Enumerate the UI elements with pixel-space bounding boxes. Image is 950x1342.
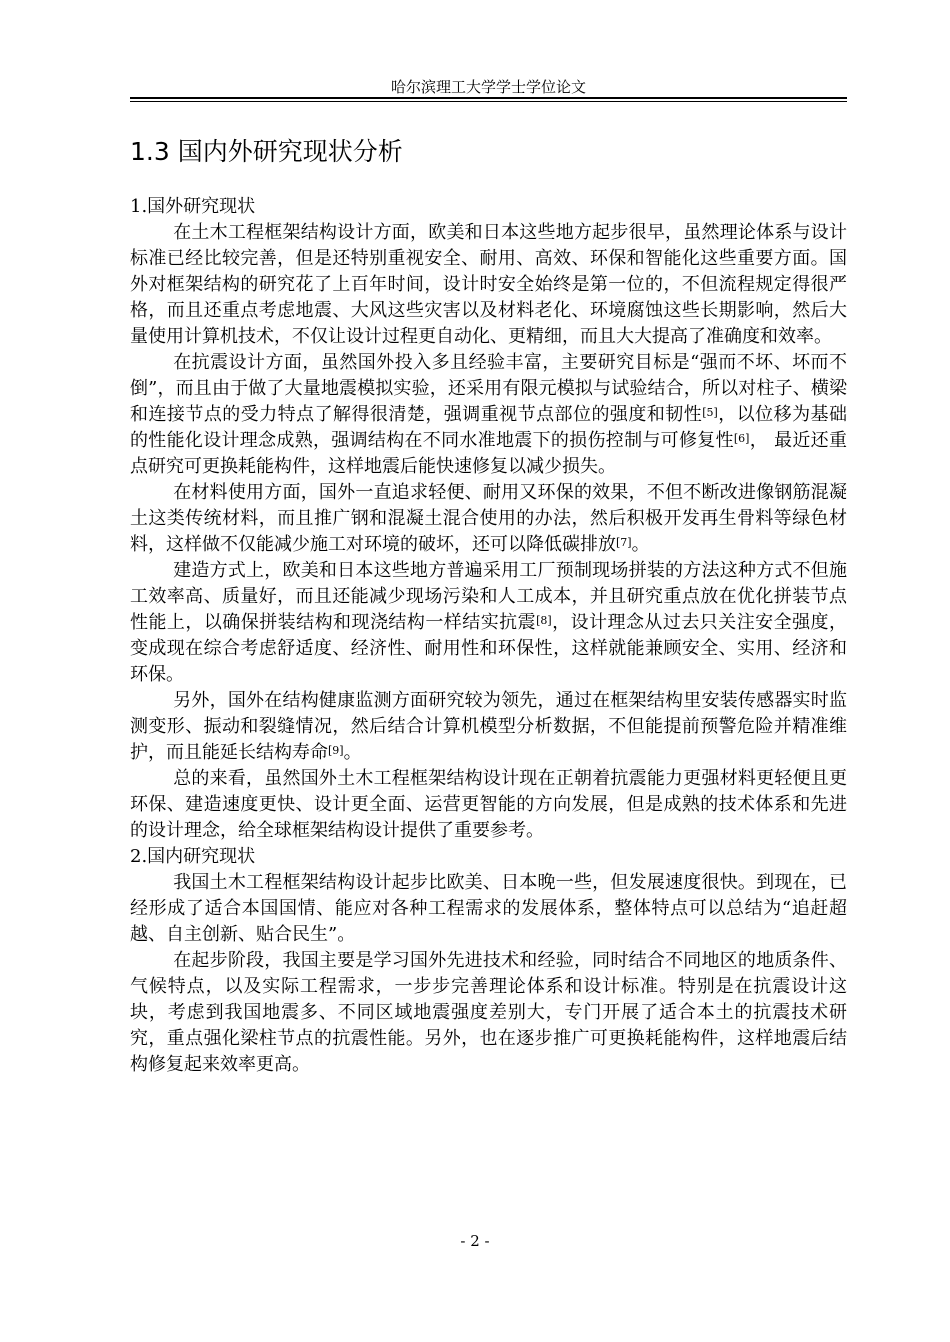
citation-6: [6] (733, 432, 750, 445)
document-body (130, 194, 847, 1078)
paragraph-5 (130, 688, 847, 766)
paragraph-4-text-a: 建造方式上，欧美和日本这些地方普遍采用工厂预制现场拼装的方法这种方式不但施工效率高、质量好，而且还能减少现场污染和人工成本，并且研究重点放在优化拼装节点性能上，以确保拼装结构和现浇结构一样结实抗震 (130, 560, 847, 633)
citation-8: [8] (536, 614, 552, 627)
citation-5: [5] (702, 406, 718, 419)
subheading-foreign: 1.国外研究现状 (130, 196, 256, 217)
paragraph-4-text-b: ，设计理念从过去只关注安全强度，变成现在综合考虑舒适度、经济性、耐用性和环保性，这样就能兼顾安全、实用、经济和环保。 (130, 612, 847, 685)
page-number: - 2 - (460, 1232, 490, 1250)
paragraph-7: 我国土木工程框架结构设计起步比欧美、日本晚一些，但发展速度很快。到现在，已经形成了适合本国国情、能应对各种工程需求的发展体系，整体特点可以总结为“追赶超越、自主创新、贴合民生”。 (130, 872, 847, 945)
header-rule-thick (130, 97, 847, 99)
paragraph-3-text-b: 。 (631, 534, 650, 555)
paragraph-1: 在土木工程框架结构设计方面，欧美和日本这些地方起步很早，虽然理论体系与设计标准已经比较完善，但是还特别重视安全、耐用、高效、环保和智能化这些重要方面。国外对框架结构的研究花了上百年时间，设计时安全始终是第一位的，不但流程规定得很严格，而且还重点考虑地震、大风这些灾害以及材料老化、环境腐蚀这些长期影响，然后大量使用计算机技术，不仅让设计过程更自动化、更精细，而且大大提高了准确度和效率。 (130, 222, 847, 347)
paragraph-2-text-b: ，以位移为基础的性能化设计理念成熟，强调结构在不同水准地震下的损伤控制与可修复性 (130, 404, 848, 451)
citation-9: [9] (328, 744, 344, 757)
paragraph-3-text-a: 在材料使用方面，国外一直追求轻便、耐用又环保的效果，不但不断改进像钢筋混凝土这类传统材料，而且推广钢和混凝土混合使用的办法，然后积极开发再生骨料等绿色材料，这样做不仅能减少施工对环境的破坏，还可以降低碳排放 (130, 482, 847, 555)
header-rule-thin (130, 101, 847, 102)
paragraph-3 (130, 480, 847, 558)
citation-7: [7] (616, 536, 632, 549)
section-title: 1.3 国内外研究现状分析 (130, 137, 403, 166)
page-header: 哈尔滨理工大学学士学位论文 (390, 78, 586, 96)
paragraph-6: 总的来看，虽然国外土木工程框架结构设计现在正朝着抗震能力更强材料更轻便且更环保、建造速度更快、设计更全面、运营更智能的方向发展，但是成熟的技术体系和先进的设计理念，给全球框架结构设计提供了重要参考。 (130, 768, 847, 841)
paragraph-5-text-b: 。 (343, 742, 362, 763)
paragraph-2-text-a: 在抗震设计方面，虽然国外投入多且经验丰富，主要研究目标是“强而不坏、坏而不倒”，而且由于做了大量地震模拟实验，还采用有限元模拟与试验结合，所以对柱子、横梁和连接节点的受力特点了解得很清楚，强调重视节点部位的强度和韧性 (130, 352, 847, 425)
paragraph-8: 在起步阶段，我国主要是学习国外先进技术和经验，同时结合不同地区的地质条件、气候特点，以及实际工程需求，一步步完善理论体系和设计标准。特别是在抗震设计这块，考虑到我国地震多、不同区域地震强度差别大，专门开展了适合本土的抗震技术研究，重点强化梁柱节点的抗震性能。另外，也在逐步推广可更换耗能构件，这样地震后结构修复起来效率更高。 (130, 950, 847, 1075)
paragraph-5-text-a: 另外，国外在结构健康监测方面研究较为领先，通过在框架结构里安装传感器实时监测变形、振动和裂缝情况，然后结合计算机模型分析数据，不但能提前预警危险并精准维护，而且能延长结构寿命 (130, 690, 847, 763)
paragraph-2-text-c: ， 最近还重点研究可更换耗能构件，这样地震后能快速修复以减少损失。 (130, 430, 847, 477)
subheading-domestic: 2.国内研究现状 (130, 846, 256, 867)
paragraph-4 (130, 558, 847, 688)
paragraph-2 (130, 350, 847, 480)
